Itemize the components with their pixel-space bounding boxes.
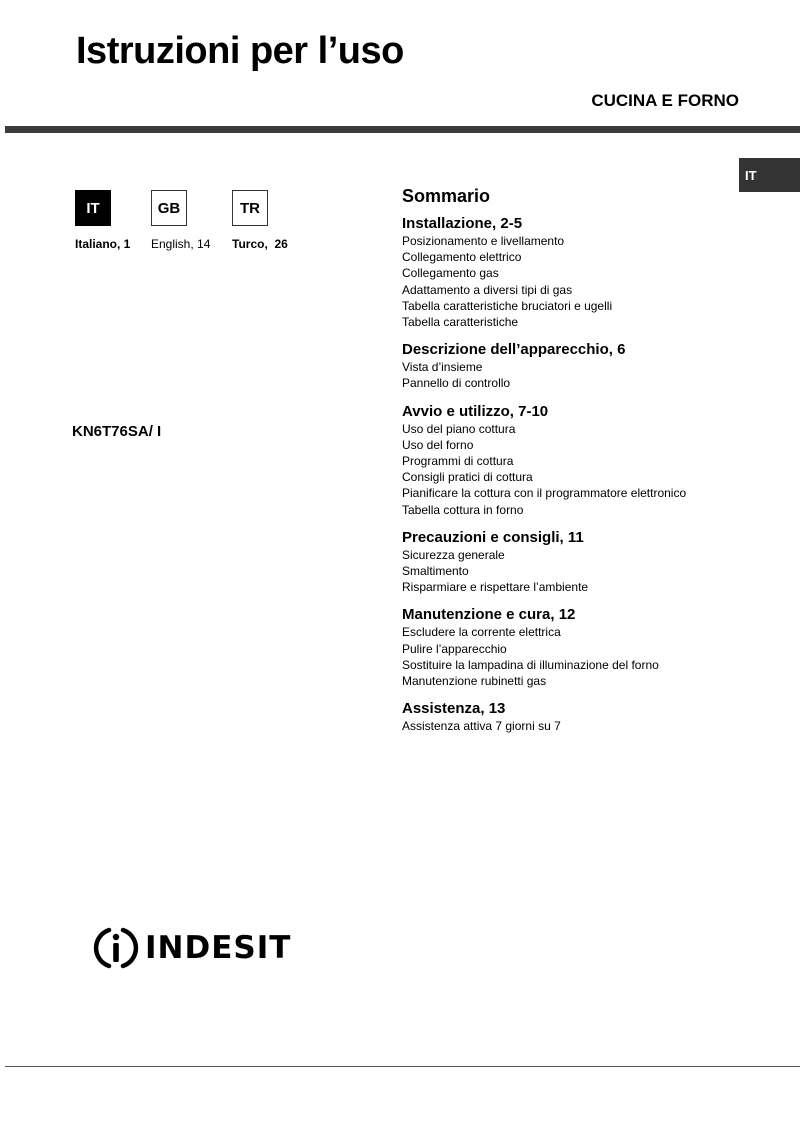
toc-item: Manutenzione rubinetti gas	[402, 674, 547, 689]
document-subtitle: CUCINA E FORNO	[591, 91, 739, 110]
toc-section-title: Descrizione dell’apparecchio, 6	[402, 341, 626, 359]
indesit-logo-icon	[93, 925, 139, 971]
toc-item: Risparmiare e rispettare l’ambiente	[402, 580, 589, 595]
indesit-logo	[93, 925, 291, 971]
toc-section-title: Installazione, 2-5	[402, 215, 523, 232]
language-code-box: IT	[75, 190, 111, 226]
toc-item: Programmi di cottura	[402, 454, 514, 469]
toc-section	[402, 529, 732, 596]
toc-section-title: Precauzioni e consigli, 11	[402, 528, 584, 546]
indesit-logo-text: INDESIT	[145, 930, 292, 966]
toc-item: Tabella caratteristiche	[402, 315, 519, 330]
toc-item: Vista d’insieme	[402, 360, 483, 375]
toc-item: Uso del forno	[402, 437, 474, 452]
toc-item: Smaltimento	[402, 564, 469, 579]
toc-section-title: Avvio e utilizzo, 7-10	[402, 402, 549, 420]
toc-section	[402, 606, 732, 689]
toc-item: Pannello di controllo	[402, 376, 511, 391]
table-of-contents	[402, 186, 732, 745]
toc-item: Sicurezza generale	[402, 547, 505, 562]
toc-item: Pulire l’apparecchio	[402, 641, 507, 656]
language-caption: Italiano, 1	[75, 237, 131, 251]
toc-item: Tabella caratteristiche bruciatori e ugelli	[402, 298, 613, 313]
footer-divider	[5, 1066, 800, 1067]
model-number: KN6T76SA/ I	[72, 423, 162, 440]
toc-heading: Sommario	[402, 186, 491, 206]
toc-item: Collegamento elettrico	[402, 250, 522, 265]
language-it	[75, 190, 131, 251]
header-divider	[5, 126, 800, 133]
language-caption: Turco, 26	[232, 237, 288, 251]
toc-section	[402, 215, 732, 330]
language-caption: English, 14	[151, 237, 211, 251]
language-code-box: GB	[151, 190, 187, 226]
language-gb	[151, 190, 211, 251]
toc-item: Posizionamento e livellamento	[402, 234, 565, 248]
toc-item: Tabella cottura in forno	[402, 502, 524, 517]
toc-item: Assistenza attiva 7 giorni su 7	[402, 719, 561, 734]
toc-item: Pianificare la cottura con il programmatore elettronico	[402, 486, 687, 501]
toc-section-title: Assistenza, 13	[402, 700, 506, 718]
language-side-tab: IT	[739, 158, 800, 192]
toc-item: Consigli pratici di cottura	[402, 470, 533, 485]
language-tr	[232, 190, 288, 251]
toc-item: Collegamento gas	[402, 266, 499, 281]
toc-section-title: Manutenzione e cura, 12	[402, 606, 576, 624]
toc-item: Escludere la corrente elettrica	[402, 625, 561, 640]
toc-section	[402, 341, 732, 391]
toc-item: Uso del piano cottura	[402, 421, 516, 436]
language-code-box: TR	[232, 190, 268, 226]
toc-section	[402, 403, 732, 518]
toc-item: Sostituire la lampadina di illuminazione del forno	[402, 657, 659, 672]
document-title: Istruzioni per l’uso	[76, 30, 404, 72]
toc-item: Adattamento a diversi tipi di gas	[402, 282, 573, 297]
toc-section	[402, 700, 732, 734]
